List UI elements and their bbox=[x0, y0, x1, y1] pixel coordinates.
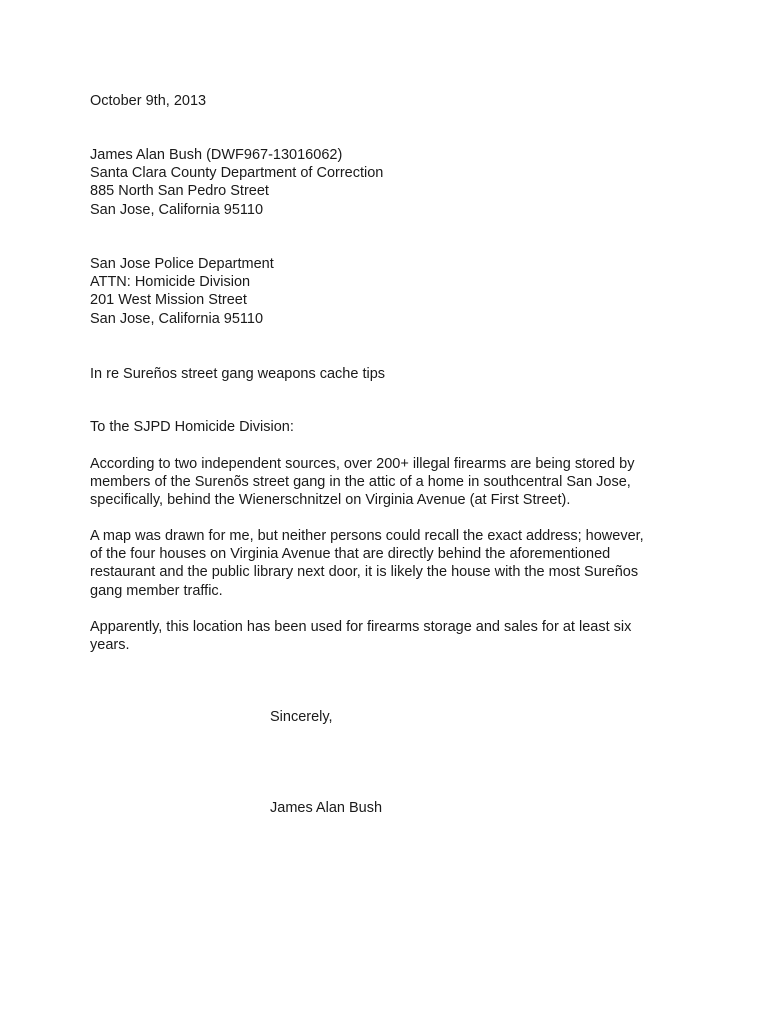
paragraph-line: years. bbox=[90, 637, 130, 654]
paragraph-line: specifically, behind the Wienerschnitzel on Virginia Avenue (at First Street). bbox=[90, 492, 571, 509]
recipient-address bbox=[90, 255, 690, 328]
paragraph-line: members of the Surenõs street gang in the attic of a home in southcentral San Jose, bbox=[90, 474, 631, 491]
sender-street: 885 North San Pedro Street bbox=[90, 183, 269, 200]
sender-name: James Alan Bush (DWF967-13016062) bbox=[90, 147, 343, 163]
salutation-text: To the SJPD Homicide Division: bbox=[90, 419, 294, 435]
body-paragraph-3 bbox=[90, 618, 690, 654]
body-paragraph-2 bbox=[90, 527, 690, 600]
subject-line bbox=[90, 365, 690, 383]
recipient-attn: ATTN: Homicide Division bbox=[90, 274, 251, 291]
sender-address bbox=[90, 146, 690, 219]
date-text: October 9th, 2013 bbox=[90, 93, 207, 109]
closing bbox=[270, 708, 570, 726]
paragraph-line: Apparently, this location has been used for firearms storage and sales for at least six bbox=[90, 619, 632, 635]
signature bbox=[270, 799, 570, 817]
paragraph-line: A map was drawn for me, but neither persons could recall the exact address; however, bbox=[90, 528, 644, 544]
salutation bbox=[90, 418, 690, 436]
paragraph-line: According to two independent sources, over 200+ illegal firearms are being stored by bbox=[90, 456, 635, 472]
recipient-street: 201 West Mission Street bbox=[90, 292, 247, 309]
body-paragraph-1 bbox=[90, 455, 690, 510]
recipient-name: San Jose Police Department bbox=[90, 256, 274, 272]
paragraph-line: restaurant and the public library next door, it is likely the house with the most Sureños bbox=[90, 564, 639, 581]
subject-text: In re Sureños street gang weapons cache tips bbox=[90, 366, 386, 382]
closing-text: Sincerely, bbox=[270, 709, 333, 725]
signature-name: James Alan Bush bbox=[270, 800, 383, 816]
sender-city: San Jose, California 95110 bbox=[90, 201, 264, 218]
paragraph-line: gang member traffic. bbox=[90, 582, 223, 599]
paragraph-line: of the four houses on Virginia Avenue that are directly behind the aforementioned bbox=[90, 546, 611, 563]
sender-institution: Santa Clara County Department of Correction bbox=[90, 165, 384, 182]
recipient-city: San Jose, California 95110 bbox=[90, 310, 264, 327]
letter-date bbox=[90, 92, 690, 110]
